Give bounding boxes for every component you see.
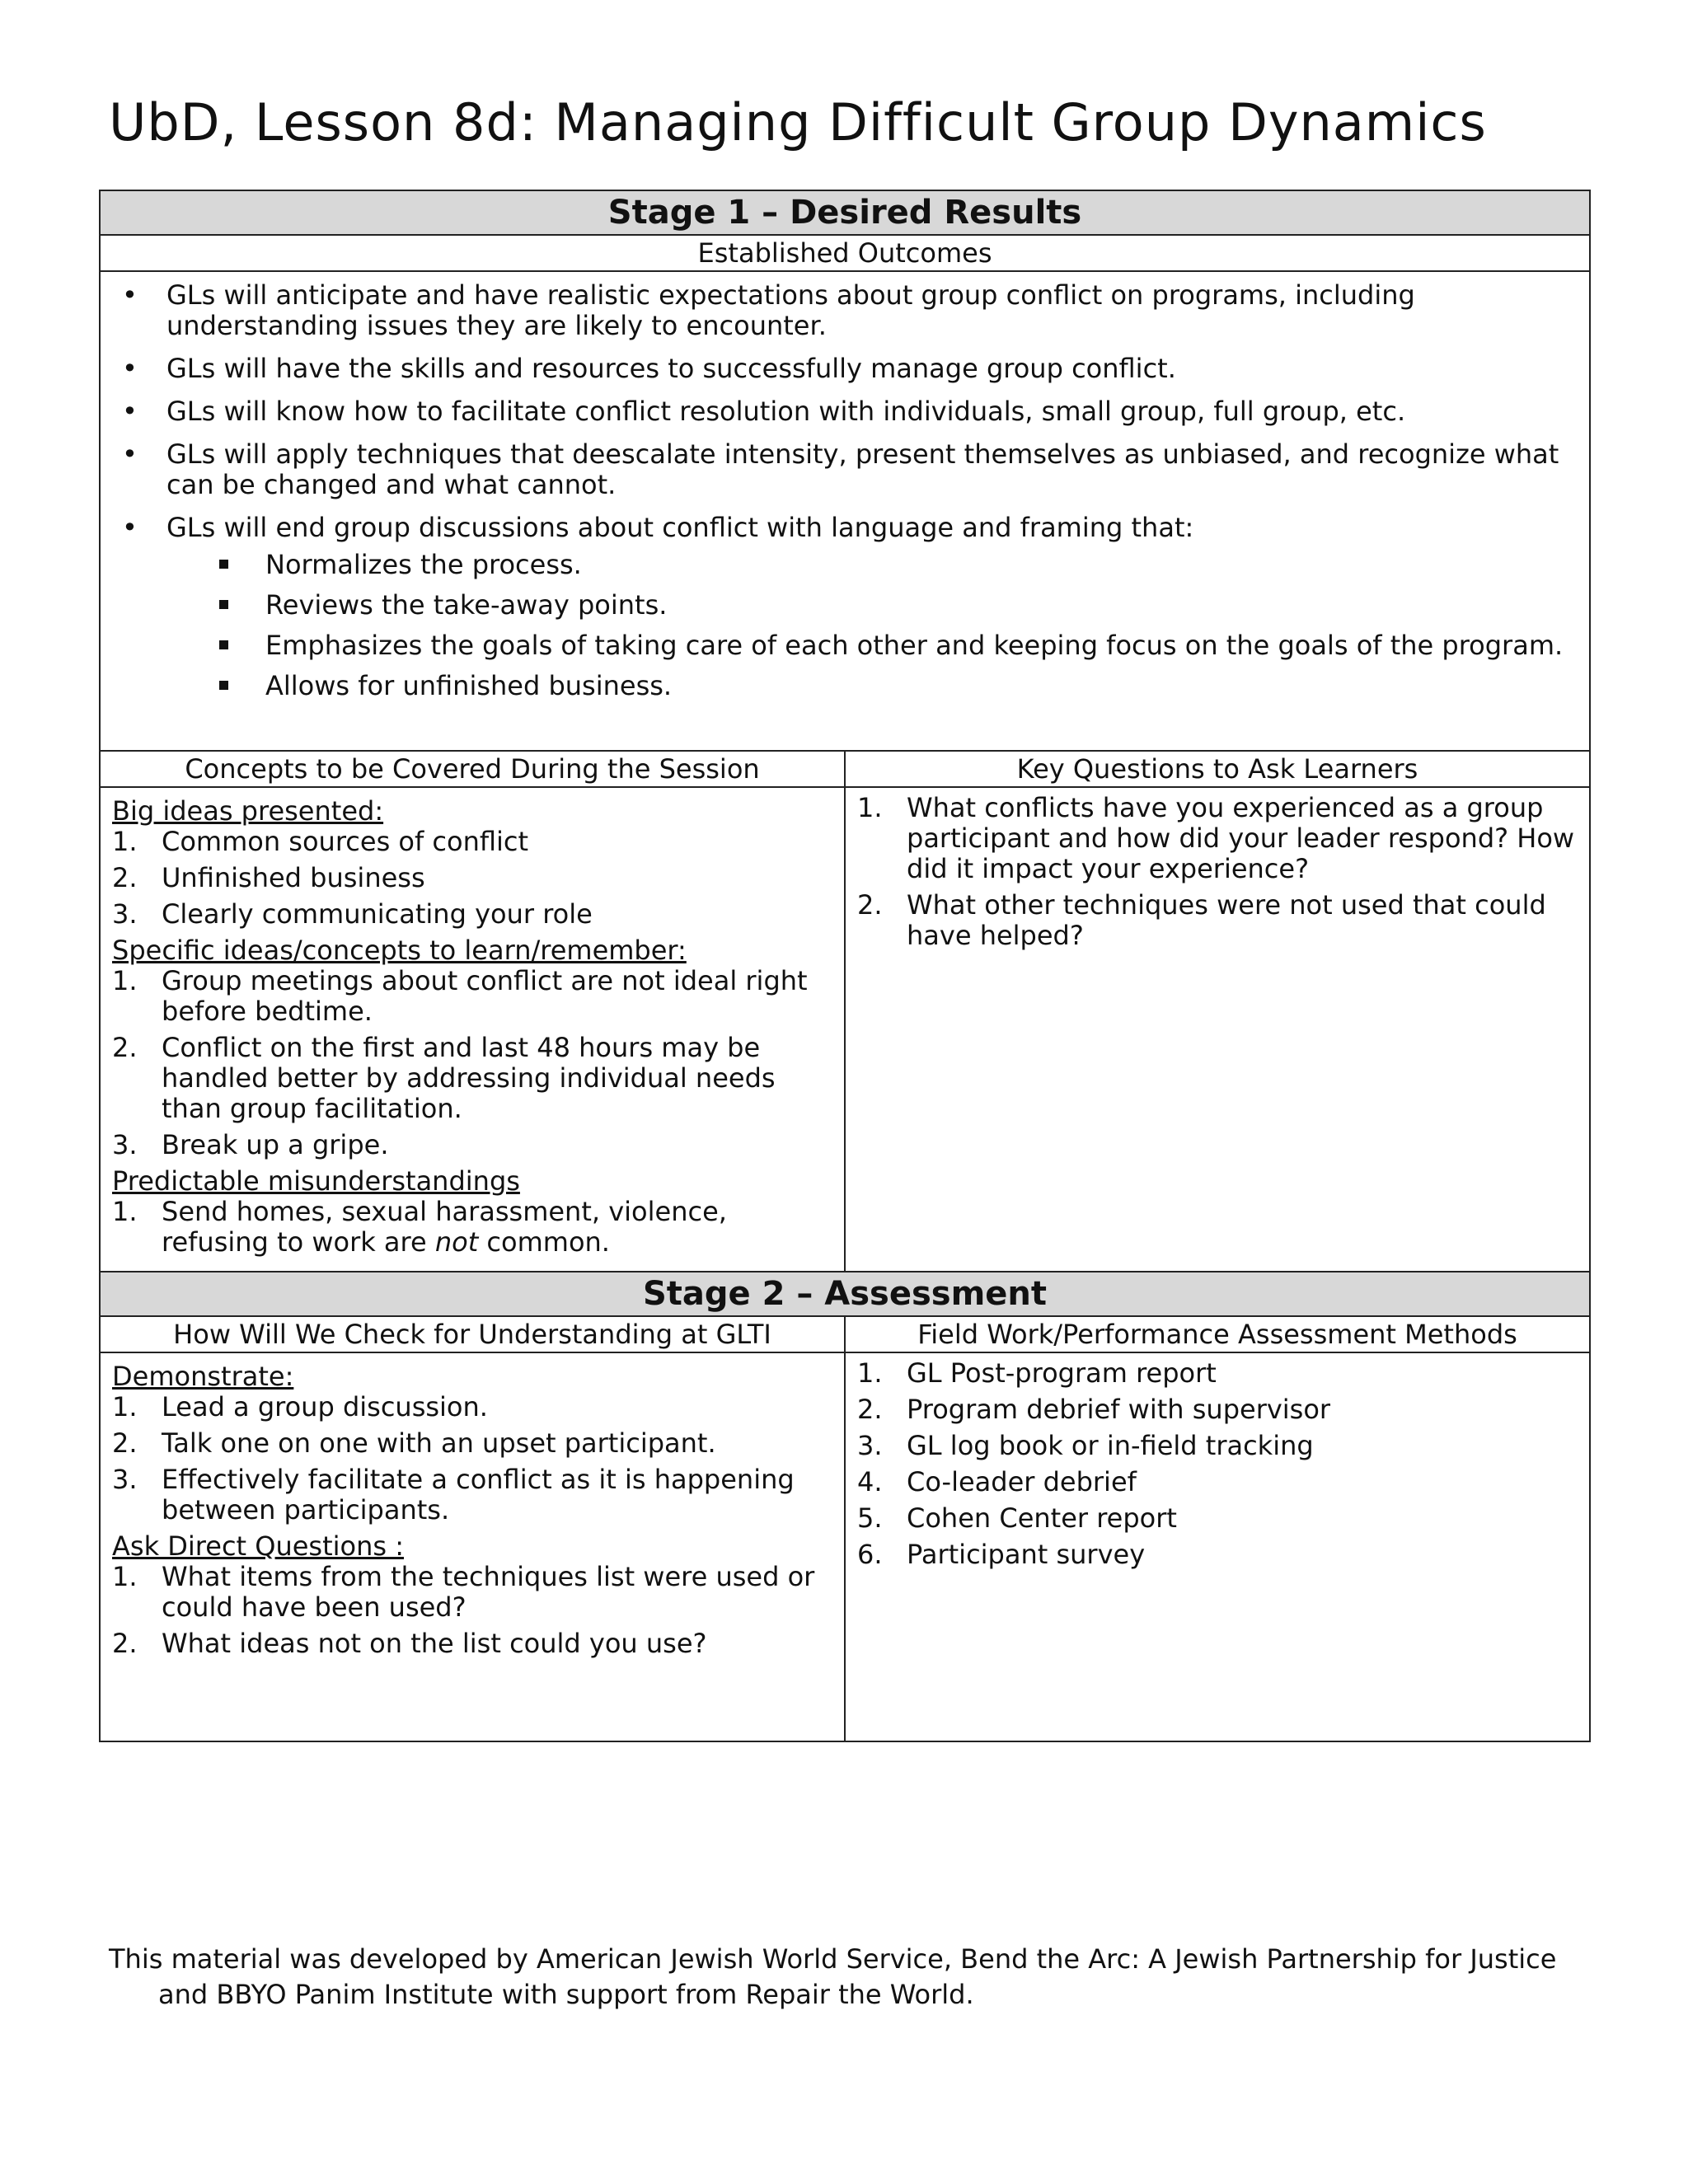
item-number: 1.	[112, 965, 138, 996]
emphasis-text: not	[434, 1226, 479, 1258]
item-text: GL log book or in-field tracking	[907, 1430, 1314, 1461]
stage2-heading: Stage 2 – Assessment	[100, 1272, 1590, 1316]
item-number: 1.	[112, 1561, 138, 1592]
item-text-start: Send homes, sexual harassment, violence, refusing to work are	[162, 1196, 727, 1258]
item-number: 3.	[112, 898, 138, 930]
specific-ideas-label: Specific ideas/concepts to learn/remember:	[112, 935, 687, 966]
item-number: 1.	[857, 1357, 883, 1389]
item-text: Break up a gripe.	[162, 1129, 389, 1160]
ask-list	[112, 1562, 832, 1659]
framing-item: Normalizes the process.	[166, 550, 1573, 580]
item-number: 6.	[857, 1539, 883, 1570]
big-ideas-list	[112, 827, 832, 930]
outcomes-cell	[100, 271, 1590, 751]
list-item	[112, 827, 832, 857]
item-number: 1.	[857, 792, 883, 823]
item-number: 2.	[112, 1427, 138, 1459]
outcome-item	[117, 513, 1573, 701]
item-text: Clearly communicating your role	[162, 898, 593, 930]
item-number: 4.	[857, 1466, 883, 1497]
list-item	[112, 1629, 832, 1659]
check-cell	[100, 1352, 845, 1741]
demonstrate-label: Demonstrate:	[112, 1361, 294, 1392]
big-ideas-label: Big ideas presented:	[112, 795, 384, 827]
item-text: Conflict on the first and last 48 hours may be handled better by addressing individual needs than group facilitation.	[162, 1032, 776, 1124]
concepts-cell	[100, 787, 845, 1272]
item-text: What items from the techniques list were used or could have been used?	[162, 1561, 815, 1623]
item-number: 2.	[112, 1032, 138, 1063]
list-item	[112, 1562, 832, 1623]
key-questions-list	[857, 793, 1578, 951]
item-text: Participant survey	[907, 1539, 1146, 1570]
item-number: 2.	[857, 1394, 883, 1425]
outcomes-heading: Established Outcomes	[100, 235, 1590, 271]
stage1-heading: Stage 1 – Desired Results	[100, 190, 1590, 235]
list-item	[112, 899, 832, 930]
list-item	[112, 1392, 832, 1422]
list-item	[857, 1358, 1578, 1389]
methods-cell	[845, 1352, 1590, 1741]
item-number: 1.	[112, 1196, 138, 1227]
item-text: Common sources of conflict	[162, 826, 529, 857]
methods-heading: Field Work/Performance Assessment Methods	[845, 1316, 1590, 1352]
item-text: What ideas not on the list could you use?	[162, 1628, 707, 1659]
list-item	[857, 1394, 1578, 1425]
item-text: Unfinished business	[162, 862, 425, 893]
item-number: 2.	[112, 1628, 138, 1659]
footer-note: This material was developed by American Jewish World Service, Bend the Arc: A Jewish Partnership for Justice and BBYO Panim Institute with support from Repair the World.	[109, 1943, 1557, 2010]
item-text: Effectively facilitate a conflict as it is happening between participants.	[162, 1464, 795, 1526]
item-text-end: common.	[478, 1226, 610, 1258]
framing-item: Emphasizes the goals of taking care of each other and keeping focus on the goals of the program.	[166, 630, 1573, 661]
concepts-heading: Concepts to be Covered During the Session	[100, 751, 845, 787]
list-item	[112, 1428, 832, 1459]
list-item	[112, 1465, 832, 1526]
outcome-item: • GLs will anticipate and have realistic expectations about group conflict on programs, including understanding issues they are likely to encounter.	[117, 280, 1573, 341]
framing-item: Allows for unfinished business.	[166, 671, 1573, 701]
outcome-item: • GLs will apply techniques that deescalate intensity, present themselves as unbiased, and recognize what can be changed and what cannot.	[117, 439, 1573, 500]
misunderstandings-label: Predictable misunderstandings	[112, 1165, 520, 1197]
list-item	[857, 1467, 1578, 1497]
item-number: 5.	[857, 1502, 883, 1534]
misunderstandings-list	[112, 1197, 832, 1258]
list-item	[112, 1130, 832, 1160]
outcome-item-text: GLs will end group discussions about conflict with language and framing that:	[166, 512, 1194, 543]
item-text: GL Post-program report	[907, 1357, 1217, 1389]
list-item	[857, 1540, 1578, 1570]
item-text: What conflicts have you experienced as a group participant and how did your leader respond? How did it impact your experience?	[907, 792, 1575, 884]
item-text: Group meetings about conflict are not ideal right before bedtime.	[162, 965, 808, 1027]
list-item	[857, 890, 1578, 951]
item-number: 3.	[112, 1464, 138, 1495]
outcome-item: • GLs will know how to facilitate conflict resolution with individuals, small group, full group, etc.	[117, 396, 1573, 427]
outcomes-list	[117, 280, 1573, 701]
demonstrate-list	[112, 1392, 832, 1526]
ask-label: Ask Direct Questions :	[112, 1530, 404, 1562]
list-item	[857, 793, 1578, 884]
list-item	[112, 863, 832, 893]
item-number: 2.	[857, 889, 883, 921]
ubd-table	[99, 190, 1591, 1742]
item-text: Talk one on one with an upset participant.	[162, 1427, 716, 1459]
item-number: 3.	[857, 1430, 883, 1461]
list-item	[112, 1197, 832, 1258]
framing-list	[166, 550, 1573, 701]
item-number: 2.	[112, 862, 138, 893]
item-number: 1.	[112, 1391, 138, 1422]
item-text: Lead a group discussion.	[162, 1391, 488, 1422]
questions-cell	[845, 787, 1590, 1272]
item-text: Program debrief with supervisor	[907, 1394, 1331, 1425]
list-item	[857, 1431, 1578, 1461]
specific-ideas-list	[112, 966, 832, 1160]
list-item	[857, 1503, 1578, 1534]
item-number: 1.	[112, 826, 138, 857]
list-item	[112, 966, 832, 1027]
item-text: Co-leader debrief	[907, 1466, 1137, 1497]
questions-heading: Key Questions to Ask Learners	[845, 751, 1590, 787]
framing-item: Reviews the take-away points.	[166, 590, 1573, 621]
item-text: Cohen Center report	[907, 1502, 1177, 1534]
outcome-item: • GLs will have the skills and resources to successfully manage group conflict.	[117, 354, 1573, 384]
methods-list	[857, 1358, 1578, 1570]
check-heading: How Will We Check for Understanding at GLTI	[100, 1316, 845, 1352]
item-number: 3.	[112, 1129, 138, 1160]
page-title: UbD, Lesson 8d: Managing Difficult Group Dynamics	[109, 92, 1487, 152]
item-text: What other techniques were not used that could have helped?	[907, 889, 1546, 951]
list-item	[112, 1033, 832, 1124]
